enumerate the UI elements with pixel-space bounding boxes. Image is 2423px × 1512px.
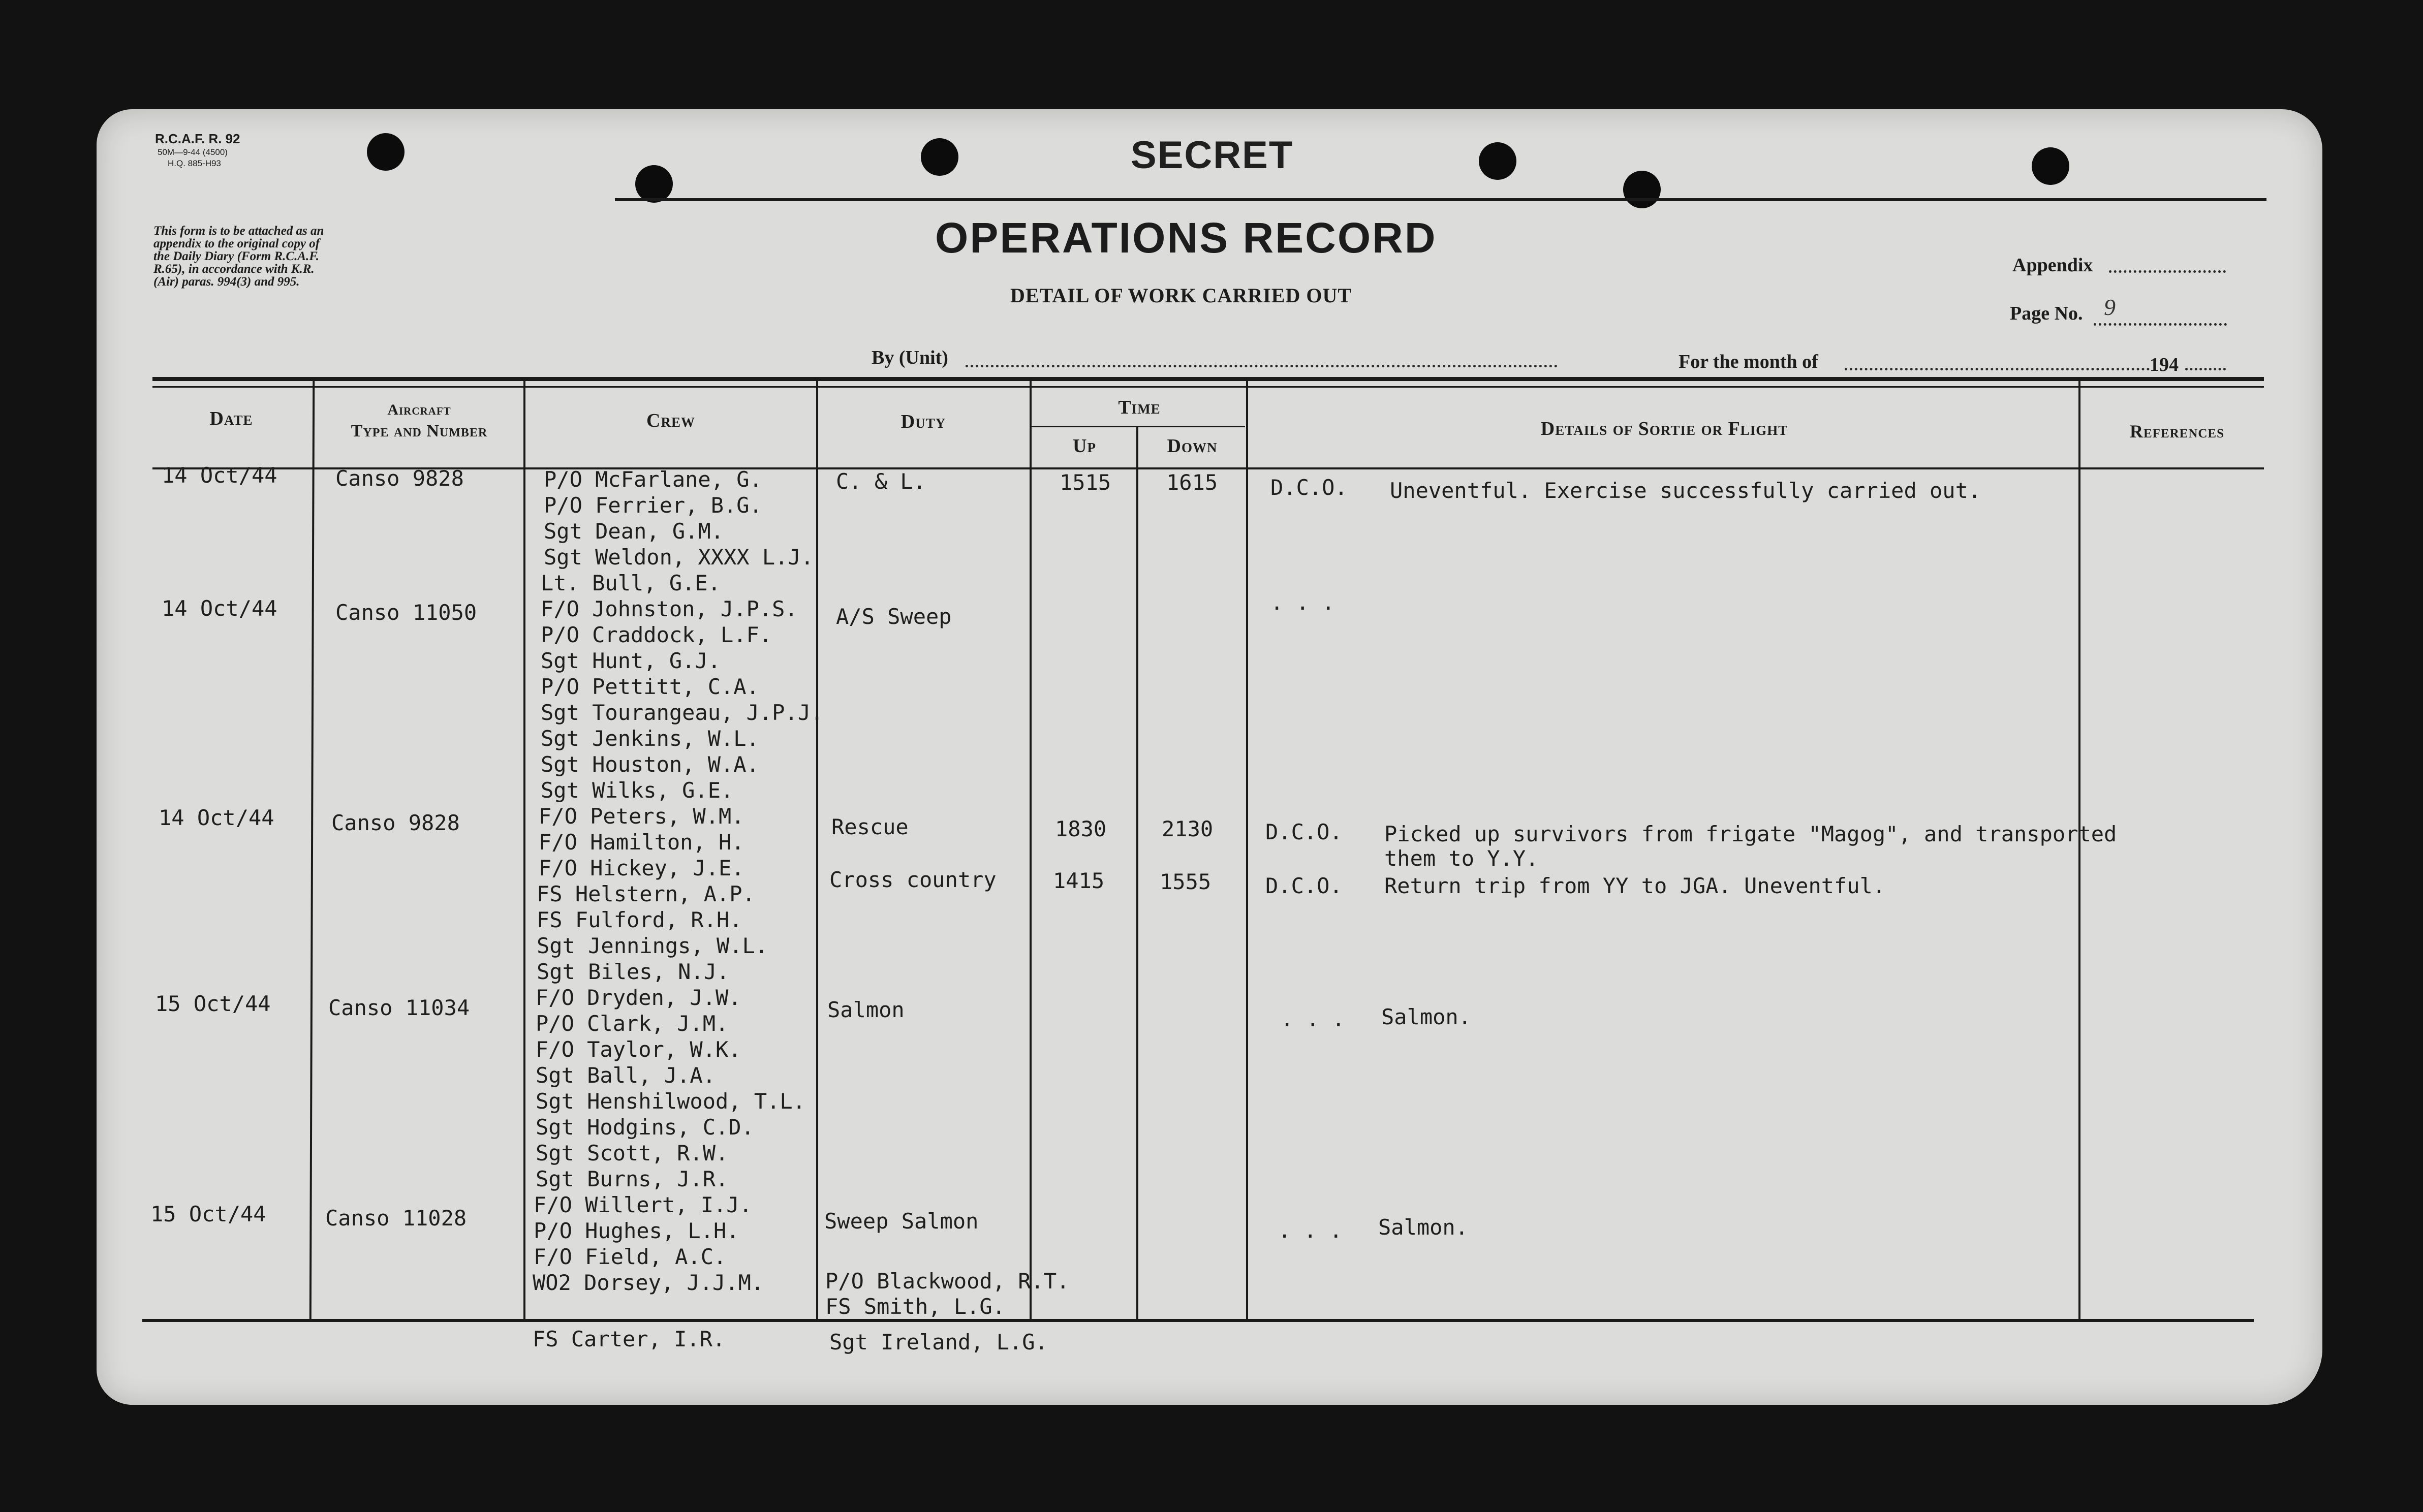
entry-3-details-2: them to Y.Y. bbox=[1384, 846, 1539, 871]
crew-member: P/O Clark, J.M. bbox=[536, 1011, 729, 1036]
entry-4-up: 1415 bbox=[1053, 868, 1105, 893]
col-divider bbox=[816, 381, 818, 1321]
crew-member: Sgt Henshilwood, T.L. bbox=[536, 1089, 806, 1114]
crew-member: Sgt Biles, N.J. bbox=[537, 959, 730, 984]
header-references: References bbox=[2129, 421, 2225, 442]
page-no-field bbox=[2094, 323, 2227, 326]
extra-crew-member: P/O Blackwood, R.T. bbox=[825, 1269, 1070, 1294]
crew-member: Sgt Houston, W.A. bbox=[541, 752, 759, 777]
header-duty: Duty bbox=[900, 411, 946, 432]
table-top-rule bbox=[152, 377, 2264, 381]
crew-member: WO2 Dorsey, J.J.M. bbox=[533, 1270, 764, 1295]
entry-1-up: 1515 bbox=[1060, 470, 1111, 495]
entry-6-duty: Sweep Salmon bbox=[824, 1209, 979, 1234]
instruction-line: This form is to be attached as an bbox=[153, 224, 324, 238]
year-suffix: 194 bbox=[2150, 354, 2179, 375]
crew-member: Sgt Hodgins, C.D. bbox=[536, 1115, 754, 1140]
form-code-3: H.Q. 885-H93 bbox=[168, 159, 221, 168]
crew-member: FS Carter, I.R. bbox=[533, 1327, 726, 1351]
top-rule bbox=[615, 198, 2266, 201]
crew-member: F/O Johnston, J.P.S. bbox=[541, 596, 798, 621]
table-top-rule-2 bbox=[152, 386, 2264, 388]
extra-crew-member: Sgt Ireland, L.G. bbox=[829, 1330, 1048, 1354]
header-type-number: Type and Number bbox=[351, 422, 488, 440]
page-title: OPERATIONS RECORD bbox=[935, 214, 1437, 262]
header-details: Details of Sortie or Flight bbox=[1540, 418, 1788, 439]
table-bottom-rule bbox=[142, 1319, 2254, 1322]
page-no-label: Page No. bbox=[2010, 303, 2083, 324]
header-aircraft: Aircraft bbox=[387, 401, 451, 418]
instruction-line: appendix to the original copy of bbox=[153, 237, 320, 250]
entry-6-aircraft: Canso 11028 bbox=[325, 1206, 467, 1231]
crew-member: Sgt Jennings, W.L. bbox=[537, 933, 768, 958]
crew-member: Sgt Jenkins, W.L. bbox=[541, 726, 759, 751]
entry-1-code: D.C.O. bbox=[1270, 475, 1348, 500]
crew-member: F/O Willert, I.J. bbox=[534, 1192, 752, 1217]
punch-hole-3 bbox=[921, 138, 958, 176]
entry-3-date: 14 Oct/44 bbox=[159, 805, 274, 830]
time-split-rule bbox=[1032, 426, 1245, 427]
entry-6-details: Salmon. bbox=[1378, 1215, 1469, 1240]
entry-5-details: Salmon. bbox=[1381, 1004, 1472, 1029]
entry-1-date: 14 Oct/44 bbox=[162, 463, 277, 488]
crew-member: F/O Field, A.C. bbox=[534, 1244, 727, 1269]
crew-member: FS Helstern, A.P. bbox=[537, 881, 755, 906]
header-up: Up bbox=[1073, 435, 1096, 457]
crew-member: Sgt Burns, J.R. bbox=[536, 1167, 729, 1191]
crew-member: Sgt Dean, G.M. bbox=[544, 519, 724, 544]
punch-hole-4 bbox=[1479, 142, 1516, 180]
col-divider bbox=[1030, 381, 1032, 1321]
entry-6-ditto: . . . bbox=[1278, 1218, 1343, 1243]
page-subtitle: DETAIL OF WORK CARRIED OUT bbox=[1010, 284, 1352, 307]
col-divider bbox=[2078, 381, 2080, 1321]
appendix-field bbox=[2109, 270, 2226, 273]
secret-stamp: SECRET bbox=[1131, 134, 1294, 177]
punch-hole-5 bbox=[1623, 171, 1661, 208]
entry-5-aircraft: Canso 11034 bbox=[328, 995, 470, 1020]
punch-hole-6 bbox=[2032, 147, 2069, 185]
entry-6-date: 15 Oct/44 bbox=[150, 1202, 266, 1226]
crew-member: Sgt Weldon, XXXX L.J. bbox=[544, 545, 814, 570]
instruction-line: (Air) paras. 994(3) and 995. bbox=[153, 275, 300, 289]
col-divider bbox=[1246, 381, 1248, 1321]
entry-3-code: D.C.O. bbox=[1265, 820, 1343, 844]
crew-member: FS Fulford, R.H. bbox=[537, 907, 742, 932]
entry-3-aircraft: Canso 9828 bbox=[331, 810, 460, 835]
unit-field bbox=[966, 365, 1558, 367]
crew-member: Sgt Tourangeau, J.P.J. bbox=[541, 700, 824, 725]
crew-member: Lt. Bull, G.E. bbox=[541, 571, 721, 595]
entry-4-details: Return trip from YY to JGA. Uneventful. bbox=[1384, 873, 1886, 898]
header-down: Down bbox=[1167, 435, 1218, 457]
crew-member: F/O Hamilton, H. bbox=[539, 830, 744, 855]
header-crew: Crew bbox=[646, 410, 695, 431]
crew-member: F/O Dryden, J.W. bbox=[536, 985, 741, 1010]
entry-4-duty: Cross country bbox=[829, 867, 997, 892]
entry-4-code: D.C.O. bbox=[1265, 873, 1343, 898]
entry-3-down: 2130 bbox=[1162, 816, 1214, 841]
entry-3-details-1: Picked up survivors from frigate "Magog", and transported bbox=[1384, 822, 2117, 846]
entry-4-down: 1555 bbox=[1160, 869, 1212, 894]
appendix-label: Appendix bbox=[2012, 255, 2093, 276]
entry-1-duty: C. & L. bbox=[836, 469, 926, 494]
crew-member: F/O Hickey, J.E. bbox=[539, 856, 744, 880]
crew-member: P/O Hughes, L.H. bbox=[534, 1218, 739, 1243]
entry-1-aircraft: Canso 9828 bbox=[335, 466, 464, 491]
entry-2-aircraft: Canso 11050 bbox=[335, 600, 477, 625]
month-label: For the month of bbox=[1679, 351, 1818, 372]
entry-5-date: 15 Oct/44 bbox=[155, 991, 271, 1016]
crew-member: F/O Peters, W.M. bbox=[539, 804, 744, 829]
entry-5-duty: Salmon bbox=[827, 997, 905, 1022]
crew-member: Sgt Scott, R.W. bbox=[536, 1141, 729, 1166]
entry-2-duty: A/S Sweep bbox=[836, 604, 952, 629]
year-field bbox=[2185, 368, 2226, 370]
crew-member: P/O Ferrier, B.G. bbox=[544, 493, 762, 518]
month-field bbox=[1845, 368, 2150, 370]
entry-5-ditto: . . . bbox=[1281, 1006, 1345, 1031]
crew-member: Sgt Hunt, G.J. bbox=[541, 648, 721, 673]
crew-member: P/O McFarlane, G. bbox=[544, 467, 762, 492]
page-no-value: 9 bbox=[2104, 294, 2116, 320]
crew-member: Sgt Wilks, G.E. bbox=[541, 778, 734, 803]
crew-member: P/O Craddock, L.F. bbox=[541, 622, 772, 647]
crew-member: F/O Taylor, W.K. bbox=[536, 1037, 741, 1062]
form-instructions bbox=[153, 225, 324, 288]
form-code-2: 50M—9-44 (4500) bbox=[158, 147, 228, 157]
col-divider bbox=[523, 381, 525, 1321]
punch-hole-1 bbox=[367, 133, 405, 171]
col-divider bbox=[1136, 426, 1138, 1321]
entry-3-duty: Rescue bbox=[831, 814, 909, 839]
crew-member: Sgt Ball, J.A. bbox=[536, 1063, 716, 1088]
unit-label: By (Unit) bbox=[872, 347, 948, 368]
entry-2-ditto: . . . bbox=[1270, 590, 1335, 615]
punch-hole-2 bbox=[635, 165, 673, 203]
header-time: Time bbox=[1118, 397, 1161, 418]
entry-3-up: 1830 bbox=[1055, 816, 1107, 841]
instruction-line: the Daily Diary (Form R.C.A.F. bbox=[153, 249, 319, 263]
crew-member: P/O Pettitt, C.A. bbox=[541, 674, 759, 699]
extra-crew-member: FS Smith, L.G. bbox=[825, 1294, 1006, 1319]
form-code-1: R.C.A.F. R. 92 bbox=[155, 131, 240, 146]
instruction-line: R.65), in accordance with K.R. bbox=[153, 262, 315, 276]
entry-2-date: 14 Oct/44 bbox=[162, 596, 277, 621]
header-date: Date bbox=[209, 408, 253, 429]
entry-1-details: Uneventful. Exercise successfully carried out. bbox=[1390, 478, 1981, 503]
entry-1-down: 1615 bbox=[1166, 470, 1218, 495]
